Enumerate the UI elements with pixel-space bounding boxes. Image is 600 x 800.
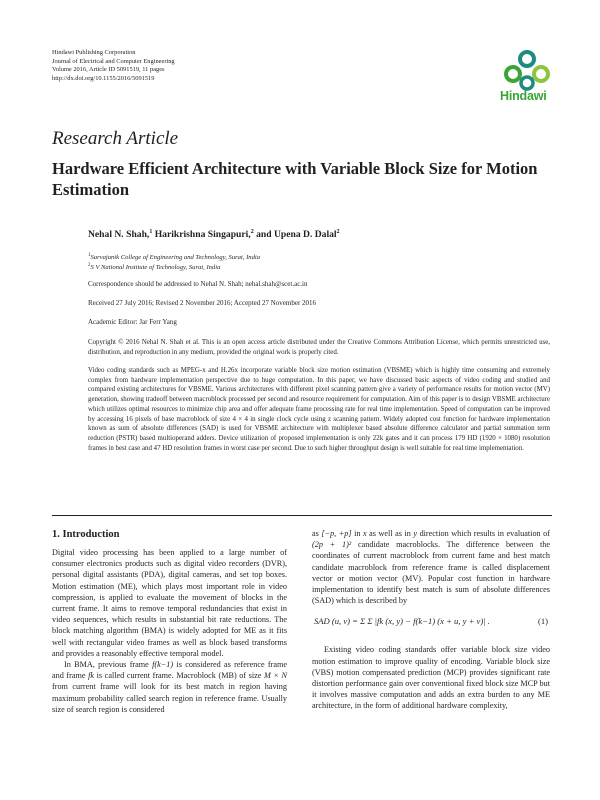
affiliation-mark: 1 (88, 253, 91, 258)
right-paragraph-1 (312, 528, 550, 606)
volume-info: Volume 2016, Article ID 5091519, 11 pages (52, 66, 165, 73)
intro-paragraph-1: Digital video processing has been applied to a large number of consumer electronics products such as digital video recorders (DVR), personal digital assistants (PDA), digital cameras, and set top boxes. Motion estimation (ME), which plays most important role in video compression, is applied to evaluate the movement of blocks in the current frame. It aims to remove temporal redundancies that exist in video sequences, which results in substantial bit rate reductions. The block matching algorithm (BMA) is widely adopted for ME as it fits well with rectangular video frames as well as block based transforms and provides a reasonably effective temporal model. (52, 548, 287, 658)
author-name: Nehal N. Shah, (88, 229, 150, 241)
intro-paragraph-2 (52, 659, 287, 715)
academic-editor: Academic Editor: Jar Ferr Yang (88, 318, 177, 326)
text-run: in (354, 529, 361, 538)
equation-number: (1) (537, 616, 548, 627)
affiliation-mark: 2 (336, 229, 340, 235)
right-paragraph-2: Existing video coding standards offer variable block size video motion estimation to improve quality of encoding. Variable block size (VBS) motion compensated prediction (MCP) provides significant rate distortion performance gain over conventional fixed block size MCP but it involves massive computation and adds an extra burden to any ME architecture, in the form of additional hardware complexity, (312, 645, 550, 711)
article-type: Research Article (52, 128, 179, 149)
correspondence: Correspondence should be addressed to Nehal N. Shah; nehal.shah@scet.ac.in (88, 280, 308, 288)
section-heading: 1. Introduction (52, 529, 120, 540)
journal-name: Journal of Electrical and Computer Engineering (52, 57, 175, 65)
text-run: as (312, 529, 319, 538)
section-divider (52, 515, 552, 516)
hindawi-logo-icon (502, 50, 552, 92)
math-inline: f(k−1) (152, 660, 174, 670)
math-inline: M × N (264, 671, 287, 681)
affiliation-mark: 2 (250, 229, 254, 235)
text-run: direction which results in evaluation of (419, 529, 550, 538)
article-title: Hardware Efficient Architecture with Variable Block Size for Motion Estimation (52, 159, 538, 199)
hindawi-logo (500, 50, 556, 103)
affiliation-mark: 1 (149, 229, 153, 235)
affiliation-text: Sarvajanik College of Engineering and Technology, Surat, India (90, 254, 261, 262)
text-run: from current frame will look for its best match in region having maximum probability called search region in reference frame. Usually size of search region is considered (52, 682, 287, 714)
journal-header (52, 49, 175, 83)
text-run: candidate macroblocks. The difference between the coordinates of current macroblock from current fame and best match candidate macroblock from reference frame is called displacement vector or motion vector (MV). Popular cost function in hardware implementation to identify best match is sum of absolute differences (SAD) which is described by (312, 540, 551, 606)
doi-link[interactable]: http://dx.doi.org/10.1155/2016/5091519 (52, 74, 155, 82)
copyright-notice: Copyright © 2016 Nehal N. Shah et al. This is an open access article distributed under the Creative Commons Attribution License, which permits unrestricted use, distribution, and reproduction in any medium, provided the original work is properly cited. (88, 339, 550, 356)
publisher-name: Hindawi Publishing Corporation (52, 49, 136, 56)
text-run: is called current frame. Macroblock (MB) of size (96, 671, 262, 681)
logo-text: Hindawi (500, 89, 547, 103)
author-name: and Upena D. Dalal (256, 229, 337, 241)
received-dates: Received 27 July 2016; Revised 2 November 2016; Accepted 27 November 2016 (88, 299, 317, 307)
affiliation-2 (88, 261, 220, 273)
text-run: as well as in (369, 529, 411, 538)
affiliation-mark: 2 (88, 263, 91, 268)
author-name: Harikrishna Singapuri, (154, 229, 251, 241)
math-inline: fk (88, 671, 95, 681)
right-column (312, 528, 550, 712)
math-inline: x (362, 529, 367, 538)
author-list (88, 229, 340, 240)
abstract: Video coding standards such as MPEG-x and H.26x incorporate variable block size motion estimation (VBSME) which is highly time consuming and extremely complex from hardware implementation perspective due to huge computation. In this paper, we have discussed basic aspects of video coding and studied and compared existing architectures for VBSME. Various architectures with different pixel scanning pattern give a variety of performance results for motion vector (MV) generation, showing tradeoff between macroblock processed per second and resource requirement for computation. Aim of this paper is to design VBSME architecture which utilizes optimal resources to minimize chip area and offer adequate frame processing rate for real time implementation. Speed of computation can be improved by accessing 16 pixels of base macroblock of size 4 × 4 in single clock cycle using z scanning pattern. Widely adopted cost function for hardware implementation known as sum of absolute differences (SAD) is used for VBSME architecture with multiplexer based absolute difference calculator and partial summation term reduction (PSTR) based multioperand adders. Device utilization of proposed implementation is only 22k gates and it can process 179 HD (1920 × 1080) resolution frames in best case and 47 HD resolution frames in worst case per second. Due to such higher throughput design is well suitable for real time implementation. (88, 367, 550, 452)
text-run: is considered as reference frame and frame (52, 660, 287, 681)
math-inline: y (413, 529, 418, 538)
math-inline: (2p + 1)² (312, 540, 352, 550)
math-inline: [−p, +p] (321, 529, 352, 538)
text-run: In BMA, previous frame (64, 660, 149, 670)
affiliation-text: S V National Institute of Technology, Surat, India (90, 264, 221, 272)
equation-body: SAD (u, v) = Σ Σ |fk (x, y) − f(k−1) (x + u, y + v)| . (314, 616, 490, 627)
equation-1 (312, 606, 550, 644)
left-column (52, 547, 287, 715)
